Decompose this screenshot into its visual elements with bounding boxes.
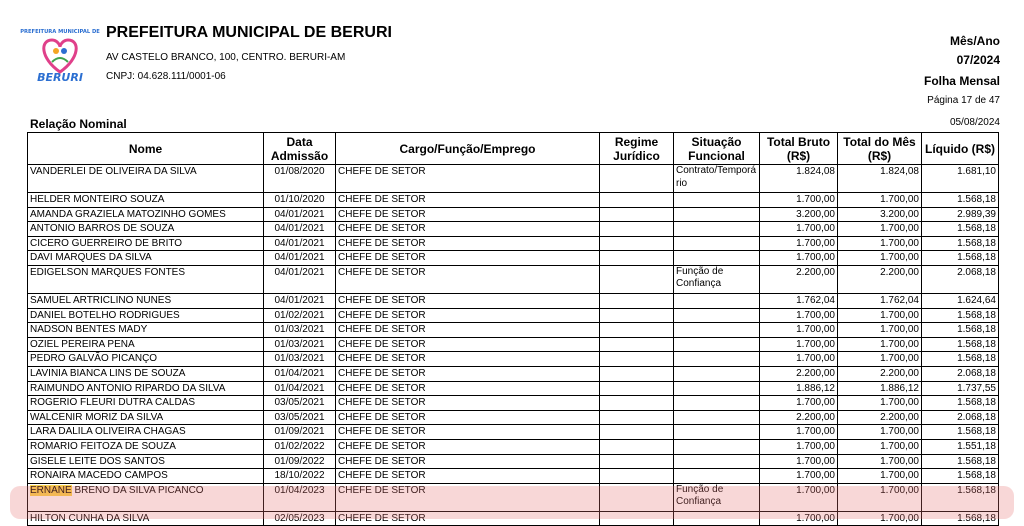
cell-data: 01/04/2021	[264, 366, 336, 381]
cell-bruto: 1.700,00	[760, 469, 838, 484]
cell-nome: EDIGELSON MARQUES FONTES	[28, 265, 264, 293]
cell-cargo: CHEFE DE SETOR	[336, 483, 600, 511]
table-row	[28, 366, 999, 381]
cell-mes: 1.700,00	[838, 337, 922, 352]
cell-data: 01/02/2021	[264, 308, 336, 323]
cell-situacao	[674, 236, 760, 251]
cell-bruto: 1.700,00	[760, 222, 838, 237]
table-row	[28, 381, 999, 396]
cell-situacao	[674, 222, 760, 237]
cell-mes: 1.886,12	[838, 381, 922, 396]
cell-data: 18/10/2022	[264, 469, 336, 484]
cell-situacao	[674, 251, 760, 266]
cell-mes: 1.700,00	[838, 323, 922, 338]
cell-situacao: Função de Confiança	[674, 265, 760, 293]
cell-bruto: 1.824,08	[760, 165, 838, 193]
cell-nome: SAMUEL ARTRICLINO NUNES	[28, 293, 264, 308]
cell-data: 02/05/2023	[264, 511, 336, 526]
cell-situacao	[674, 396, 760, 411]
cell-regime	[600, 251, 674, 266]
cell-nome: HELDER MONTEIRO SOUZA	[28, 193, 264, 208]
cell-liquido: 1.737,55	[922, 381, 999, 396]
table-row	[28, 425, 999, 440]
cell-mes: 1.700,00	[838, 425, 922, 440]
cell-liquido: 1.568,18	[922, 222, 999, 237]
cell-nome: DANIEL BOTELHO RODRIGUES	[28, 308, 264, 323]
cnpj: CNPJ: 04.628.111/0001-06	[106, 71, 226, 82]
cell-regime	[600, 425, 674, 440]
cell-data: 01/08/2020	[264, 165, 336, 193]
cell-data: 01/04/2023	[264, 483, 336, 511]
table-row	[28, 222, 999, 237]
report-date: 05/08/2024	[949, 117, 1000, 128]
cell-nome: ANTONIO BARROS DE SOUZA	[28, 222, 264, 237]
cell-data: 04/01/2021	[264, 222, 336, 237]
cell-mes: 1.700,00	[838, 236, 922, 251]
cell-cargo: CHEFE DE SETOR	[336, 236, 600, 251]
cell-bruto: 1.700,00	[760, 511, 838, 526]
cell-nome: NADSON BENTES MADY	[28, 323, 264, 338]
cell-liquido: 1.568,18	[922, 308, 999, 323]
cell-regime	[600, 511, 674, 526]
cell-regime	[600, 165, 674, 193]
payroll-table	[27, 132, 999, 526]
cell-bruto: 1.700,00	[760, 396, 838, 411]
cell-cargo: CHEFE DE SETOR	[336, 454, 600, 469]
cell-cargo: CHEFE DE SETOR	[336, 352, 600, 367]
header-row	[28, 133, 999, 165]
cell-nome: CICERO GUERREIRO DE BRITO	[28, 236, 264, 251]
col-header-situacao: Situação Funcional	[674, 133, 760, 165]
col-header-cargo: Cargo/Função/Emprego	[336, 133, 600, 165]
table-row	[28, 251, 999, 266]
cell-situacao: Contrato/Temporário	[674, 165, 760, 193]
section-title: Relação Nominal	[30, 117, 127, 131]
cell-mes: 1.700,00	[838, 308, 922, 323]
cell-regime	[600, 410, 674, 425]
cell-mes: 3.200,00	[838, 207, 922, 222]
cell-cargo: CHEFE DE SETOR	[336, 511, 600, 526]
cell-regime	[600, 396, 674, 411]
col-header-nome: Nome	[28, 133, 264, 165]
cell-nome: HILTON CUNHA DA SILVA	[28, 511, 264, 526]
cell-regime	[600, 308, 674, 323]
cell-nome: ROMARIO FEITOZA DE SOUZA	[28, 439, 264, 454]
col-header-bruto: Total Bruto (R$)	[760, 133, 838, 165]
cell-bruto: 1.762,04	[760, 293, 838, 308]
cell-data: 04/01/2021	[264, 293, 336, 308]
cell-regime	[600, 222, 674, 237]
cell-data: 01/09/2022	[264, 454, 336, 469]
cell-mes: 1.824,08	[838, 165, 922, 193]
mes-ano-label: Mês/Ano	[949, 34, 1000, 48]
cell-data: 01/04/2021	[264, 381, 336, 396]
cell-data: 04/01/2021	[264, 251, 336, 266]
cell-nome: GISELE LEITE DOS SANTOS	[28, 454, 264, 469]
cell-cargo: CHEFE DE SETOR	[336, 165, 600, 193]
page-indicator: Página 17 de 47	[927, 95, 1000, 106]
cell-liquido: 2.068,18	[922, 265, 999, 293]
cell-cargo: CHEFE DE SETOR	[336, 222, 600, 237]
cell-situacao	[674, 469, 760, 484]
cell-bruto: 1.700,00	[760, 352, 838, 367]
cell-situacao	[674, 193, 760, 208]
cell-bruto: 2.200,00	[760, 265, 838, 293]
cell-situacao	[674, 323, 760, 338]
cell-liquido: 1.568,18	[922, 483, 999, 511]
cell-cargo: CHEFE DE SETOR	[336, 425, 600, 440]
cell-data: 01/03/2021	[264, 323, 336, 338]
cell-liquido: 1.624,64	[922, 293, 999, 308]
cell-mes: 1.700,00	[838, 222, 922, 237]
cell-liquido: 1.568,18	[922, 454, 999, 469]
table-row	[28, 293, 999, 308]
table-row	[28, 236, 999, 251]
cell-liquido: 1.568,18	[922, 511, 999, 526]
name-rest: BRENO DA SILVA PICANCO	[71, 484, 204, 496]
cell-cargo: CHEFE DE SETOR	[336, 323, 600, 338]
report-name: Folha Mensal	[923, 74, 1000, 88]
page-title: PREFEITURA MUNICIPAL DE BERURI	[106, 24, 392, 41]
cell-regime	[600, 337, 674, 352]
cell-liquido: 1.568,18	[922, 396, 999, 411]
cell-mes: 1.762,04	[838, 293, 922, 308]
cell-regime	[600, 483, 674, 511]
table-row	[28, 469, 999, 484]
cell-bruto: 1.700,00	[760, 337, 838, 352]
table-row	[28, 337, 999, 352]
cell-situacao	[674, 207, 760, 222]
cell-liquido: 1.568,18	[922, 236, 999, 251]
cell-cargo: CHEFE DE SETOR	[336, 293, 600, 308]
cell-cargo: CHEFE DE SETOR	[336, 381, 600, 396]
cell-mes: 1.700,00	[838, 483, 922, 511]
cell-regime	[600, 439, 674, 454]
cell-cargo: CHEFE DE SETOR	[336, 410, 600, 425]
cell-liquido: 1.568,18	[922, 323, 999, 338]
cell-situacao	[674, 293, 760, 308]
cell-data: 03/05/2021	[264, 410, 336, 425]
cell-liquido: 2.989,39	[922, 207, 999, 222]
cell-regime	[600, 381, 674, 396]
cell-situacao: Função de Confiança	[674, 483, 760, 511]
cell-nome: PEDRO GALVÃO PICANÇO	[28, 352, 264, 367]
cell-nome: VANDERLEI DE OLIVEIRA DA SILVA	[28, 165, 264, 193]
cell-regime	[600, 293, 674, 308]
cell-mes: 1.700,00	[838, 511, 922, 526]
cell-bruto: 1.700,00	[760, 439, 838, 454]
cell-nome: RAIMUNDO ANTONIO RIPARDO DA SILVA	[28, 381, 264, 396]
cell-nome: AMANDA GRAZIELA MATOZINHO GOMES	[28, 207, 264, 222]
cell-situacao	[674, 352, 760, 367]
cell-bruto: 2.200,00	[760, 366, 838, 381]
cell-liquido: 1.568,18	[922, 251, 999, 266]
cell-data: 01/03/2021	[264, 352, 336, 367]
cell-liquido: 1.681,10	[922, 165, 999, 193]
cell-bruto: 1.700,00	[760, 454, 838, 469]
cell-regime	[600, 193, 674, 208]
logo-text-top: PREFEITURA MUNICIPAL DE	[20, 29, 100, 35]
col-header-regime: Regime Jurídico	[600, 133, 674, 165]
cell-data: 04/01/2021	[264, 236, 336, 251]
cell-regime	[600, 454, 674, 469]
cell-situacao	[674, 381, 760, 396]
cell-regime	[600, 366, 674, 381]
cell-nome: DAVI MARQUES DA SILVA	[28, 251, 264, 266]
cell-bruto: 1.700,00	[760, 323, 838, 338]
cell-bruto: 1.700,00	[760, 236, 838, 251]
col-header-data: Data Admissão	[264, 133, 336, 165]
beruri-logo	[20, 26, 100, 84]
cell-situacao	[674, 439, 760, 454]
cell-mes: 2.200,00	[838, 410, 922, 425]
cell-mes: 1.700,00	[838, 439, 922, 454]
cell-liquido: 1.568,18	[922, 352, 999, 367]
cell-data: 04/01/2021	[264, 265, 336, 293]
cell-data: 01/03/2021	[264, 337, 336, 352]
cell-cargo: CHEFE DE SETOR	[336, 207, 600, 222]
table-row	[28, 396, 999, 411]
table-row	[28, 193, 999, 208]
table-row	[28, 511, 999, 526]
col-header-mes: Total do Mês (R$)	[838, 133, 922, 165]
cell-data: 03/05/2021	[264, 396, 336, 411]
table-row	[28, 207, 999, 222]
cell-mes: 1.700,00	[838, 469, 922, 484]
cell-mes: 1.700,00	[838, 396, 922, 411]
cell-bruto: 3.200,00	[760, 207, 838, 222]
cell-cargo: CHEFE DE SETOR	[336, 251, 600, 266]
cell-liquido: 1.568,18	[922, 425, 999, 440]
cell-mes: 1.700,00	[838, 454, 922, 469]
cell-mes: 1.700,00	[838, 352, 922, 367]
cell-mes: 1.700,00	[838, 193, 922, 208]
cell-regime	[600, 265, 674, 293]
cell-cargo: CHEFE DE SETOR	[336, 193, 600, 208]
cell-situacao	[674, 511, 760, 526]
cell-liquido: 2.068,18	[922, 410, 999, 425]
cell-liquido: 1.568,18	[922, 337, 999, 352]
cell-nome: OZIEL PEREIRA PENA	[28, 337, 264, 352]
cell-cargo: CHEFE DE SETOR	[336, 337, 600, 352]
cell-bruto: 1.700,00	[760, 483, 838, 511]
cell-nome: WALCENIR MORIZ DA SILVA	[28, 410, 264, 425]
cell-cargo: CHEFE DE SETOR	[336, 366, 600, 381]
cell-situacao	[674, 337, 760, 352]
cell-bruto: 1.700,00	[760, 425, 838, 440]
table-row	[28, 165, 999, 193]
cell-liquido: 1.568,18	[922, 193, 999, 208]
logo-text-bottom: BERURI	[37, 71, 83, 84]
cell-liquido: 1.551,18	[922, 439, 999, 454]
cell-nome	[28, 483, 264, 511]
cell-regime	[600, 207, 674, 222]
cell-situacao	[674, 366, 760, 381]
cell-situacao	[674, 308, 760, 323]
cell-cargo: CHEFE DE SETOR	[336, 439, 600, 454]
cell-data: 01/09/2021	[264, 425, 336, 440]
cell-cargo: CHEFE DE SETOR	[336, 308, 600, 323]
table-row	[28, 410, 999, 425]
table-row	[28, 454, 999, 469]
cell-bruto: 1.700,00	[760, 193, 838, 208]
cell-nome: LAVINIA BIANCA LINS DE SOUZA	[28, 366, 264, 381]
cell-data: 01/02/2022	[264, 439, 336, 454]
cell-cargo: CHEFE DE SETOR	[336, 396, 600, 411]
cell-cargo: CHEFE DE SETOR	[336, 469, 600, 484]
cell-bruto: 1.700,00	[760, 251, 838, 266]
cell-data: 04/01/2021	[264, 207, 336, 222]
cell-nome: ROGERIO FLEURI DUTRA CALDAS	[28, 396, 264, 411]
cell-mes: 2.200,00	[838, 366, 922, 381]
cell-nome: RONAIRA MACEDO CAMPOS	[28, 469, 264, 484]
cell-situacao	[674, 454, 760, 469]
address: AV CASTELO BRANCO, 100, CENTRO. BERURI-AM	[106, 52, 346, 63]
cell-situacao	[674, 425, 760, 440]
cell-nome: LARA DALILA OLIVEIRA CHAGAS	[28, 425, 264, 440]
table-row	[28, 308, 999, 323]
table-row-highlighted	[28, 483, 999, 511]
cell-bruto: 1.886,12	[760, 381, 838, 396]
cell-regime	[600, 323, 674, 338]
cell-data: 01/10/2020	[264, 193, 336, 208]
cell-liquido: 2.068,18	[922, 366, 999, 381]
cell-regime	[600, 469, 674, 484]
cell-mes: 1.700,00	[838, 251, 922, 266]
cell-situacao	[674, 410, 760, 425]
name-highlight: ERNANE	[30, 484, 72, 496]
cell-liquido: 1.568,18	[922, 469, 999, 484]
table-row	[28, 439, 999, 454]
table-row	[28, 323, 999, 338]
cell-regime	[600, 236, 674, 251]
cell-bruto: 1.700,00	[760, 308, 838, 323]
cell-cargo: CHEFE DE SETOR	[336, 265, 600, 293]
cell-mes: 2.200,00	[838, 265, 922, 293]
period: 07/2024	[956, 53, 1000, 67]
col-header-liquido: Líquido (R$)	[922, 133, 999, 165]
table-row	[28, 265, 999, 293]
table-row	[28, 352, 999, 367]
cell-regime	[600, 352, 674, 367]
cell-bruto: 2.200,00	[760, 410, 838, 425]
